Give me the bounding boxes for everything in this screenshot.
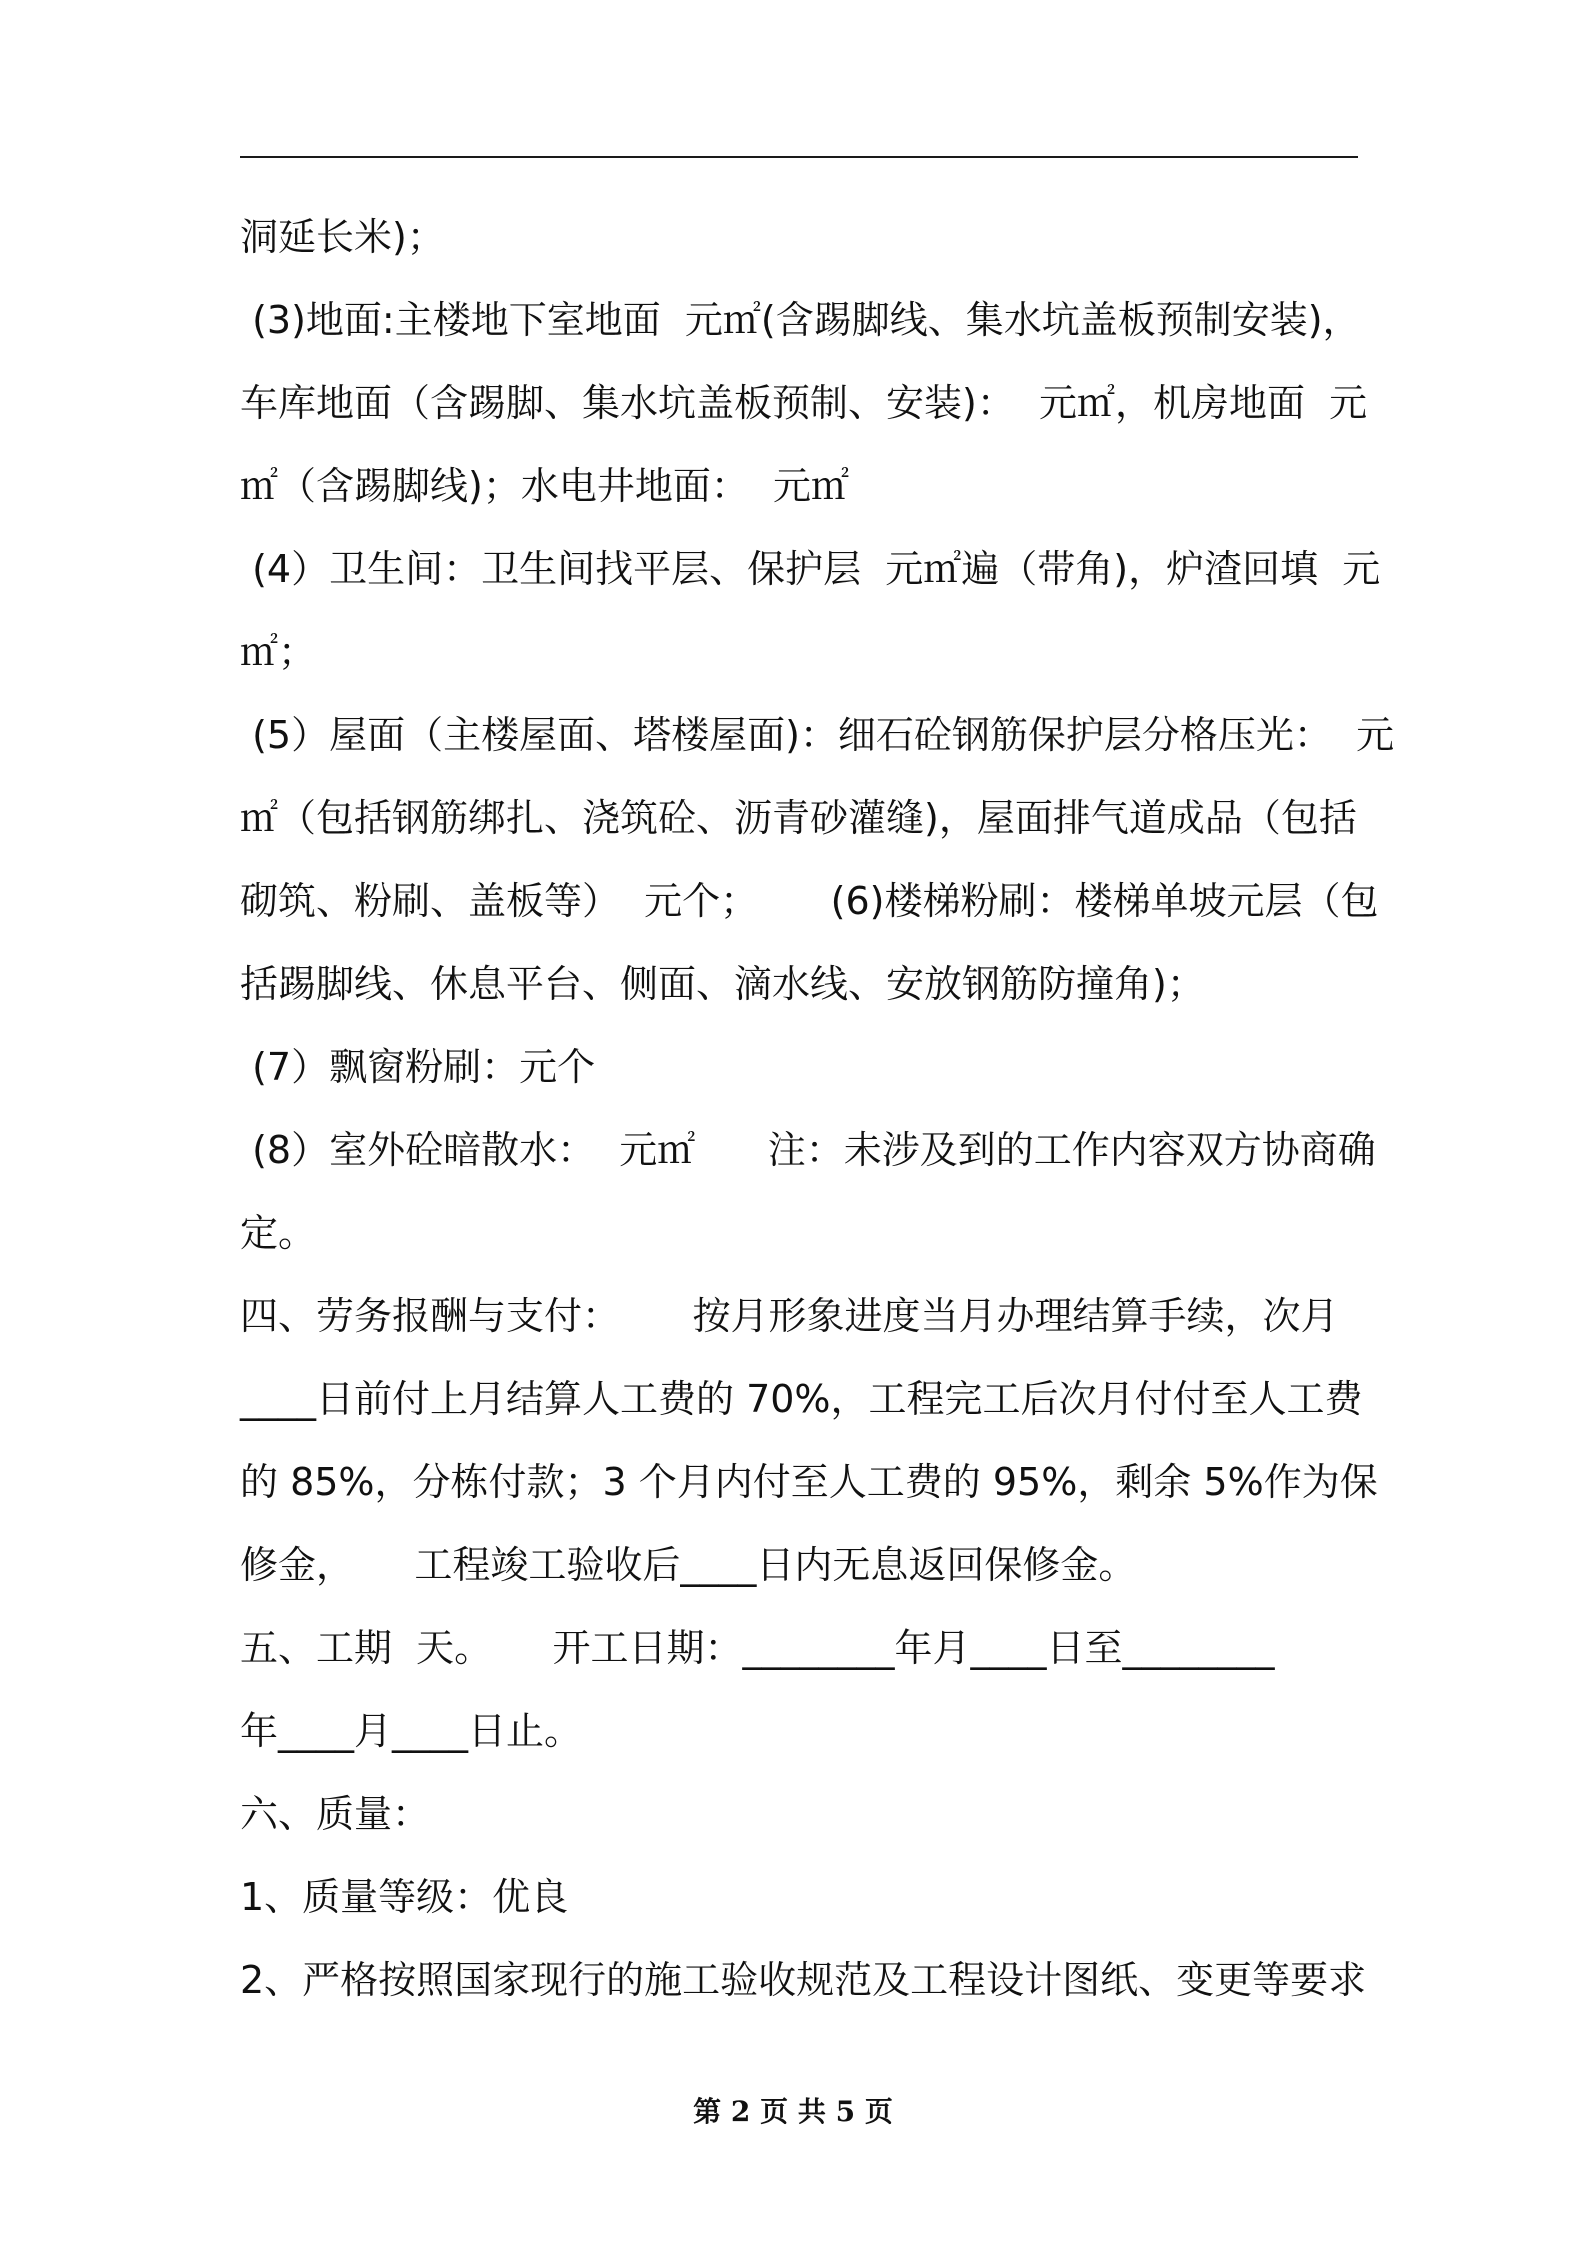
text-line: 四、劳务报酬与支付： 按月形象进度当月办理结算手续，次月	[240, 1294, 1339, 1338]
document-body	[240, 196, 1395, 2022]
text-line: 定。	[240, 1211, 317, 1255]
text-line: (3)地面:主楼地下室地面 元㎡(含踢脚线、集水坑盖板预制安装)，	[240, 298, 1361, 342]
header-rule	[240, 156, 1358, 158]
text-line: 五、工期 天。 开工日期：________年月____日至________	[240, 1626, 1275, 1670]
text-line: 括踢脚线、休息平台、侧面、滴水线、安放钢筋防撞角)；	[240, 962, 1205, 1006]
text-line: 的 85%，分栋付款；3 个月内付至人工费的 95%，剩余 5%作为保	[240, 1460, 1378, 1504]
text-line: ㎡（包括钢筋绑扎、浇筑砼、沥青砂灌缝)，屋面排气道成品（包括	[240, 796, 1357, 840]
text-line: 砌筑、粉刷、盖板等） 元个； (6)楼梯粉刷：楼梯单坡元层（包	[240, 879, 1379, 923]
text-line: ㎡（含踢脚线)；水电井地面： 元㎡	[240, 464, 849, 508]
text-line: 年____月____日止。	[240, 1709, 583, 1753]
text-line: (7）飘窗粉刷：元个	[240, 1045, 596, 1089]
text-line: 1、质量等级：优良	[240, 1875, 569, 1919]
text-line: (5）屋面（主楼屋面、塔楼屋面)：细石砼钢筋保护层分格压光： 元	[240, 713, 1395, 757]
text-line: ____日前付上月结算人工费的 70%，工程完工后次月付付至人工费	[240, 1377, 1363, 1421]
text-line: (4）卫生间：卫生间找平层、保护层 元㎡遍（带角)，炉渣回填 元	[240, 547, 1381, 591]
text-line: 修金， 工程竣工验收后____日内无息返回保修金。	[240, 1543, 1137, 1587]
text-line: 车库地面（含踢脚、集水坑盖板预制、安装)： 元㎡，机房地面 元	[240, 381, 1368, 425]
text-line: (8）室外砼暗散水： 元㎡ 注：未涉及到的工作内容双方协商确	[240, 1128, 1376, 1172]
text-line: ㎡；	[240, 630, 317, 674]
page-number: 第 2 页 共 5 页	[693, 2095, 893, 2128]
text-line: 六、质量：	[240, 1792, 431, 1836]
text-line: 2、严格按照国家现行的施工验收规范及工程设计图纸、变更等要求	[240, 1958, 1367, 2002]
text-line: 洞延长米)；	[240, 215, 445, 259]
